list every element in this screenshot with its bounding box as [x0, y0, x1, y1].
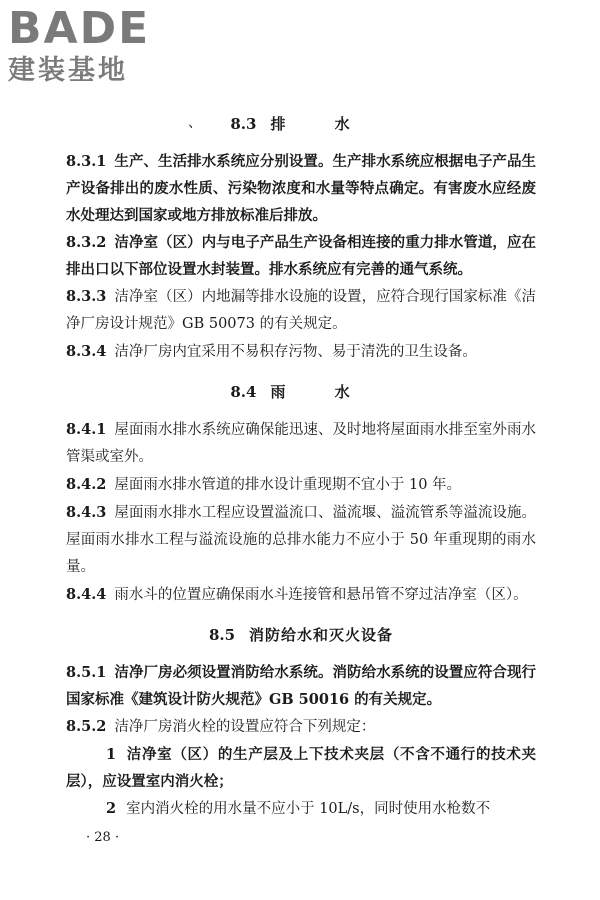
- clause-8-3-2: 8.3.2 洁净室（区）内与电子产品生产设备相连接的重力排水管道，应在排出口以下部位设置水封装置。排水系统应有完善的通气系统。: [66, 234, 536, 278]
- section-heading-8-3: 8.3 排 水: [230, 115, 372, 133]
- section-heading-8-5: 8.5 消防给水和灭火设备: [208, 626, 394, 644]
- logo-subtitle: 建装基地: [8, 55, 128, 86]
- clause-8-3-3: 8.3.3 洁净室（区）内地漏等排水设施的设置，应符合现行国家标准《洁净厂房设计规范》GB 50073 的有关规定。: [66, 288, 536, 332]
- clause-8-3-4: 8.3.4 洁净厂房内宜采用不易积存污物、易于清洗的卫生设备。: [66, 343, 477, 360]
- clause-8-5-2: 8.5.2 洁净厂房消火栓的设置应符合下列规定：: [66, 718, 376, 735]
- bade-logo: [8, 3, 178, 90]
- section-heading-8-4: 8.4 雨 水: [230, 383, 372, 401]
- list-item: 1 洁净室（区）的生产层及上下技术夹层（不含不通行的技术夹层），应设置室内消火栓；: [66, 746, 536, 790]
- clause-8-5-1: 8.5.1 洁净厂房必须设置消防给水系统。消防给水系统的设置应符合现行国家标准《建筑设计防火规范》GB 50016 的有关规定。: [66, 664, 536, 708]
- clause-8-4-3: 8.4.3 屋面雨水排水工程应设置溢流口、溢流堰、溢流管系等溢流设施。屋面雨水排水工程与溢流设施的总排水能力不应小于 50 年重现期的雨水量。: [66, 504, 536, 575]
- stray-mark: 、: [188, 115, 202, 131]
- clause-8-3-1: 8.3.1 生产、生活排水系统应分别设置。生产排水系统应根据电子产品生产设备排出的废水性质、污染物浓度和水量等特点确定。有害废水应经废水处理达到国家或地方排放标准后排放。: [66, 153, 536, 224]
- document-page: [66, 112, 536, 823]
- clause-8-4-2: 8.4.2 屋面雨水排水管道的排水设计重现期不宜小于 10 年。: [66, 476, 462, 493]
- page-number: · 28 ·: [86, 830, 120, 845]
- clause-8-4-4: 8.4.4 雨水斗的位置应确保雨水斗连接管和悬吊管不穿过洁净室（区）。: [66, 586, 528, 603]
- logo-wordmark: BADE: [8, 3, 151, 54]
- clause-8-4-1: 8.4.1 屋面雨水排水系统应确保能迅速、及时地将屋面雨水排至室外雨水管渠或室外。: [66, 421, 536, 465]
- list-item: 2 室内消火栓的用水量不应小于 10L/s，同时使用水枪数不: [106, 800, 491, 817]
